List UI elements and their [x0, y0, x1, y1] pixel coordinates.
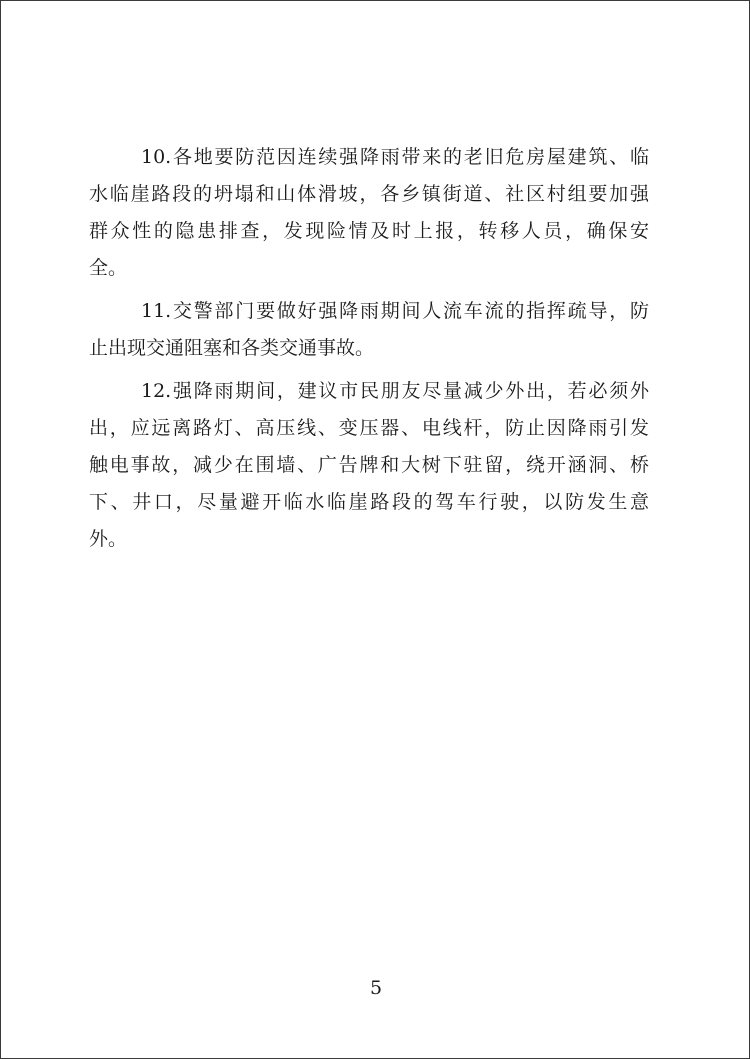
paragraph-number: 11. [141, 300, 172, 322]
paragraph-line: 水临崖路段的坍塌和山体滑坡，各乡镇街道、社区村组要加强 [89, 183, 649, 205]
paragraph-line: 出，应远离路灯、高压线、变压器、电线杆，防止因降雨引发 [89, 417, 649, 439]
paragraph-line [89, 139, 649, 176]
paragraph-line: 群众性的隐患排查，发现险情及时上报，转移人员，确保安 [89, 220, 649, 242]
paragraph-12 [89, 373, 649, 558]
document-body [89, 139, 649, 558]
paragraph-number: 12. [141, 380, 172, 402]
paragraph-10 [89, 139, 649, 287]
paragraph-text: 强降雨期间，建议市民朋友尽量减少外出，若必须外 [171, 380, 649, 402]
paragraph-line [89, 373, 649, 410]
paragraph-text: 交警部门要做好强降雨期间人流车流的指挥疏导，防 [171, 300, 649, 322]
paragraph-line: 触电事故，减少在围墙、广告牌和大树下驻留，绕开涵洞、桥 [89, 454, 649, 476]
paragraph-line: 全。 [89, 257, 128, 279]
paragraph-line: 下、井口，尽量避开临水临崖路段的驾车行驶，以防发生意 [89, 491, 649, 513]
paragraph-number: 10. [141, 146, 172, 168]
paragraph-text: 各地要防范因连续强降雨带来的老旧危房屋建筑、临 [171, 146, 649, 168]
paragraph-line: 外。 [89, 528, 128, 550]
page-number: 5 [369, 977, 383, 999]
paragraph-11 [89, 293, 649, 367]
paragraph-line [89, 293, 649, 330]
paragraph-line: 止出现交通阻塞和各类交通事故。 [89, 337, 375, 359]
